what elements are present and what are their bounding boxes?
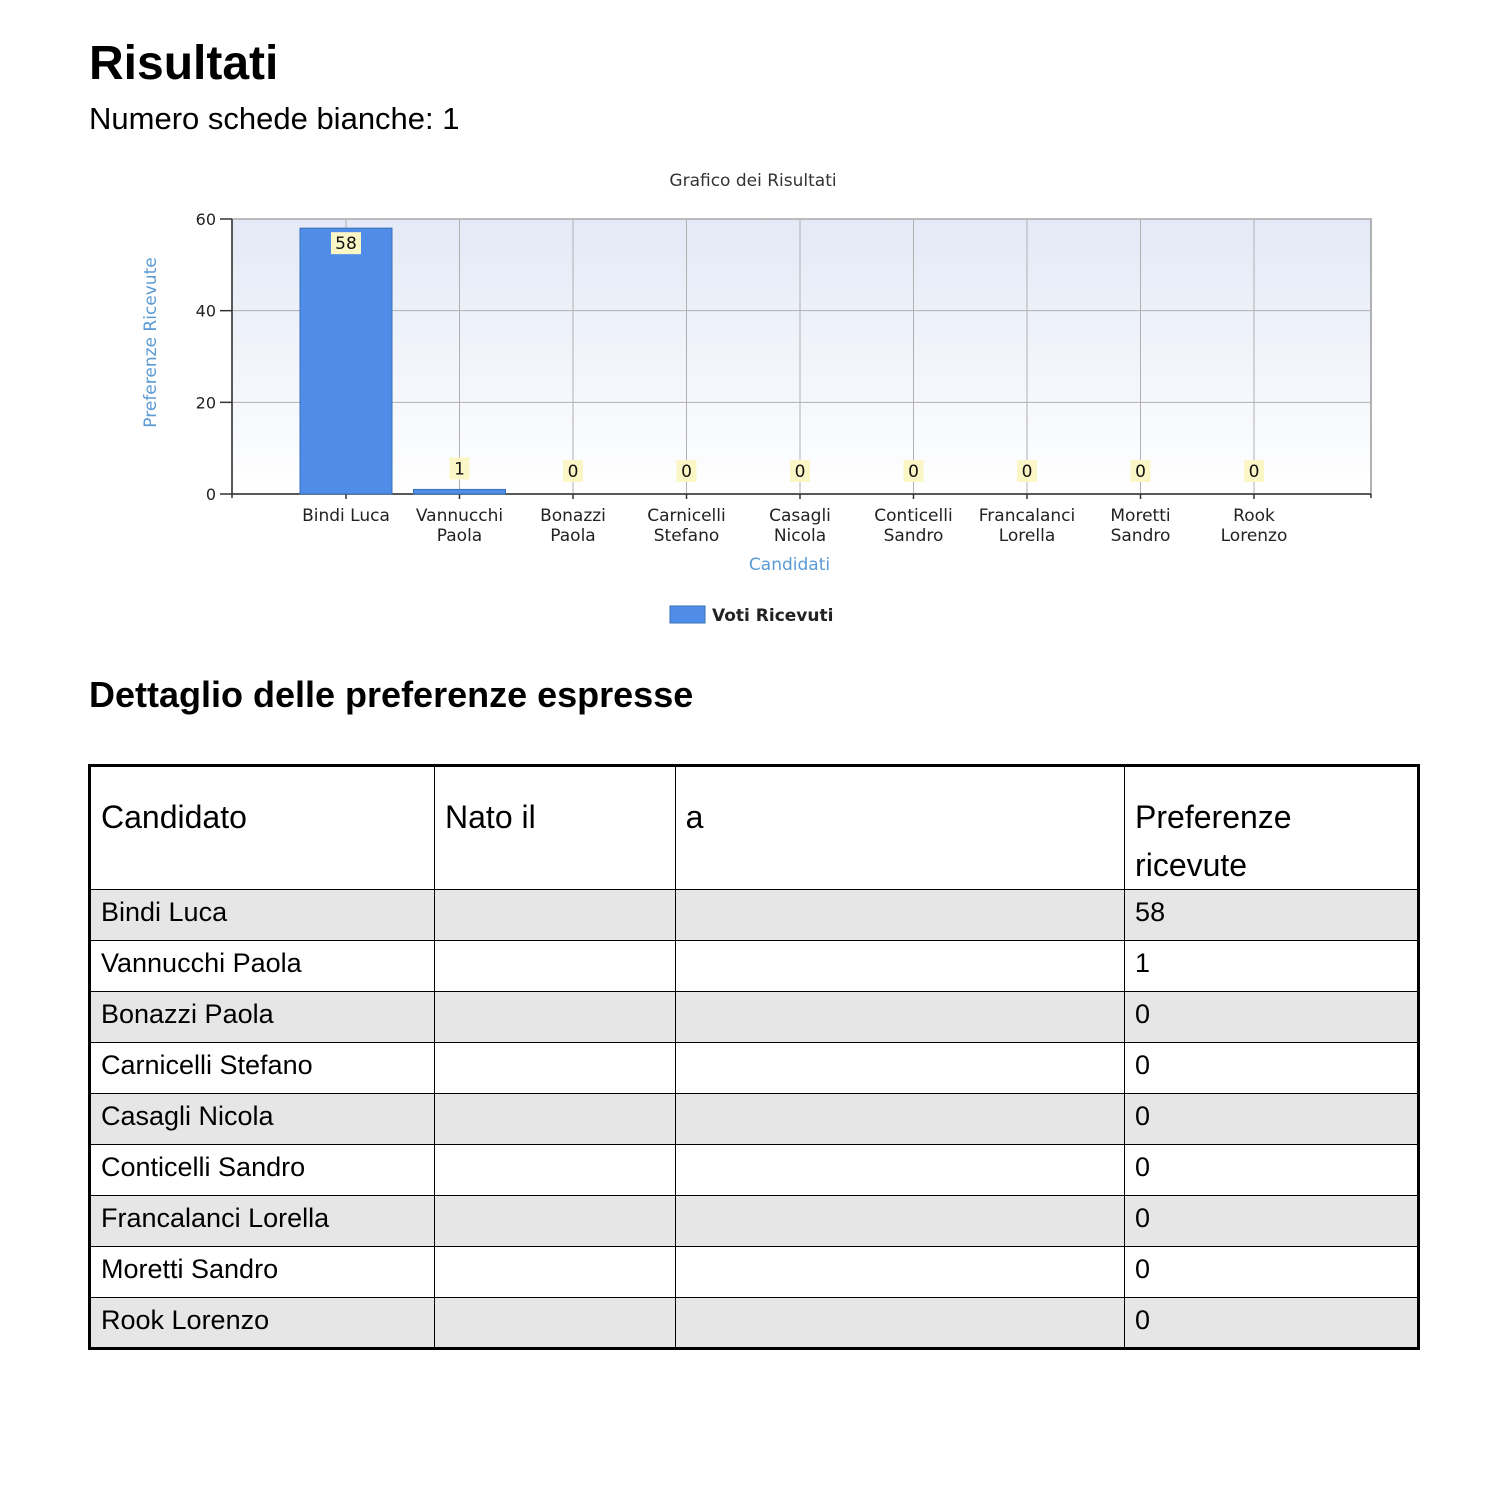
header-nato-il: Nato il <box>435 766 676 890</box>
cell-candidato: Carnicelli Stefano <box>90 1043 435 1094</box>
cell-preferenze: 0 <box>1125 1298 1419 1349</box>
y-tick-label: 60 <box>195 210 216 229</box>
plot-area <box>232 219 1371 494</box>
y-axis-label: Preferenze Ricevute <box>141 257 161 428</box>
cell-candidato: Bindi Luca <box>90 890 435 941</box>
cell-candidato: Conticelli Sandro <box>90 1145 435 1196</box>
table-row <box>90 1298 1419 1349</box>
cell-preferenze: 1 <box>1125 941 1419 992</box>
x-tick-label: Lorella <box>998 526 1056 546</box>
cell-a <box>675 1298 1124 1349</box>
blank-ballots-count: Numero schede bianche: 1 <box>89 101 460 136</box>
x-tick-label: Nicola <box>773 526 827 546</box>
cell-preferenze: 0 <box>1125 1043 1419 1094</box>
cell-preferenze: 58 <box>1125 890 1419 941</box>
x-tick-label: Moretti <box>1110 506 1171 526</box>
results-bar-chart <box>120 160 1400 640</box>
header-preferenze: Preferenze ricevute <box>1125 766 1419 890</box>
cell-candidato: Rook Lorenzo <box>90 1298 435 1349</box>
legend-label: Voti Ricevuti <box>712 606 834 626</box>
legend-swatch <box>670 606 705 623</box>
cell-nato-il <box>435 1196 676 1247</box>
cell-a <box>675 1247 1124 1298</box>
cell-a <box>675 1196 1124 1247</box>
x-tick-label: Bonazzi <box>540 506 606 526</box>
x-tick-label: Lorenzo <box>1220 526 1288 546</box>
table-row <box>90 1196 1419 1247</box>
x-tick-label: Sandro <box>883 526 944 546</box>
x-tick-label: Rook <box>1233 506 1275 526</box>
cell-nato-il <box>435 1145 676 1196</box>
preferences-table <box>88 764 1420 1350</box>
cell-preferenze: 0 <box>1125 1145 1419 1196</box>
x-tick-label: Conticelli <box>874 506 953 526</box>
table-row <box>90 992 1419 1043</box>
cell-a <box>675 1094 1124 1145</box>
x-axis-label: Candidati <box>748 555 831 575</box>
chart-title: Grafico dei Risultati <box>669 171 837 191</box>
table-header-row <box>90 766 1419 890</box>
x-tick-labels <box>302 506 1287 546</box>
page-title: Risultati <box>89 37 279 90</box>
x-tick-label: Casagli <box>769 506 831 526</box>
x-tick-label: Stefano <box>653 526 720 546</box>
data-label: 0 <box>567 462 579 482</box>
cell-a <box>675 992 1124 1043</box>
cell-nato-il <box>435 1043 676 1094</box>
y-tick-label: 20 <box>195 393 216 413</box>
data-label: 58 <box>335 234 357 255</box>
header-candidato: Candidato <box>90 766 435 890</box>
data-label: 0 <box>1248 462 1260 482</box>
cell-candidato: Moretti Sandro <box>90 1247 435 1298</box>
cell-nato-il <box>435 992 676 1043</box>
y-tick-labels <box>196 210 216 504</box>
bar <box>414 489 506 494</box>
cell-candidato: Vannucchi Paola <box>90 941 435 992</box>
x-tick-label: Sandro <box>1110 526 1171 546</box>
data-label: 1 <box>454 459 465 480</box>
cell-preferenze: 0 <box>1125 1094 1419 1145</box>
cell-nato-il <box>435 1094 676 1145</box>
cell-preferenze: 0 <box>1125 1247 1419 1298</box>
cell-a <box>675 941 1124 992</box>
x-tick-label: Vannucchi <box>415 506 504 526</box>
data-label: 0 <box>794 462 806 482</box>
x-tick-label: Bindi Luca <box>302 506 390 526</box>
data-label: 0 <box>1021 462 1033 482</box>
cell-nato-il <box>435 1247 676 1298</box>
y-tick-label: 40 <box>195 301 216 321</box>
cell-a <box>675 1043 1124 1094</box>
table-row <box>90 1145 1419 1196</box>
table-row <box>90 941 1419 992</box>
cell-nato-il <box>435 941 676 992</box>
table-row <box>90 1043 1419 1094</box>
x-tick-label: Francalanci <box>978 506 1076 526</box>
x-tick-label: Paola <box>436 526 483 546</box>
x-tick-label: Paola <box>550 526 596 546</box>
chart-legend <box>670 606 833 626</box>
table-row <box>90 890 1419 941</box>
details-section-title: Dettaglio delle preferenze espresse <box>89 674 694 715</box>
bar <box>300 228 392 494</box>
data-label: 0 <box>681 462 692 482</box>
cell-nato-il <box>435 1298 676 1349</box>
cell-preferenze: 0 <box>1125 992 1419 1043</box>
table-row <box>90 1094 1419 1145</box>
cell-a <box>675 890 1124 941</box>
data-label: 0 <box>908 462 919 482</box>
cell-nato-il <box>435 890 676 941</box>
y-tick-label: 0 <box>205 485 216 504</box>
cell-preferenze: 0 <box>1125 1196 1419 1247</box>
cell-candidato: Bonazzi Paola <box>90 992 435 1043</box>
header-a: a <box>675 766 1124 890</box>
cell-candidato: Francalanci Lorella <box>90 1196 435 1247</box>
x-tick-label: Carnicelli <box>647 506 726 526</box>
table-row <box>90 1247 1419 1298</box>
data-label: 0 <box>1135 462 1146 482</box>
cell-candidato: Casagli Nicola <box>90 1094 435 1145</box>
cell-a <box>675 1145 1124 1196</box>
